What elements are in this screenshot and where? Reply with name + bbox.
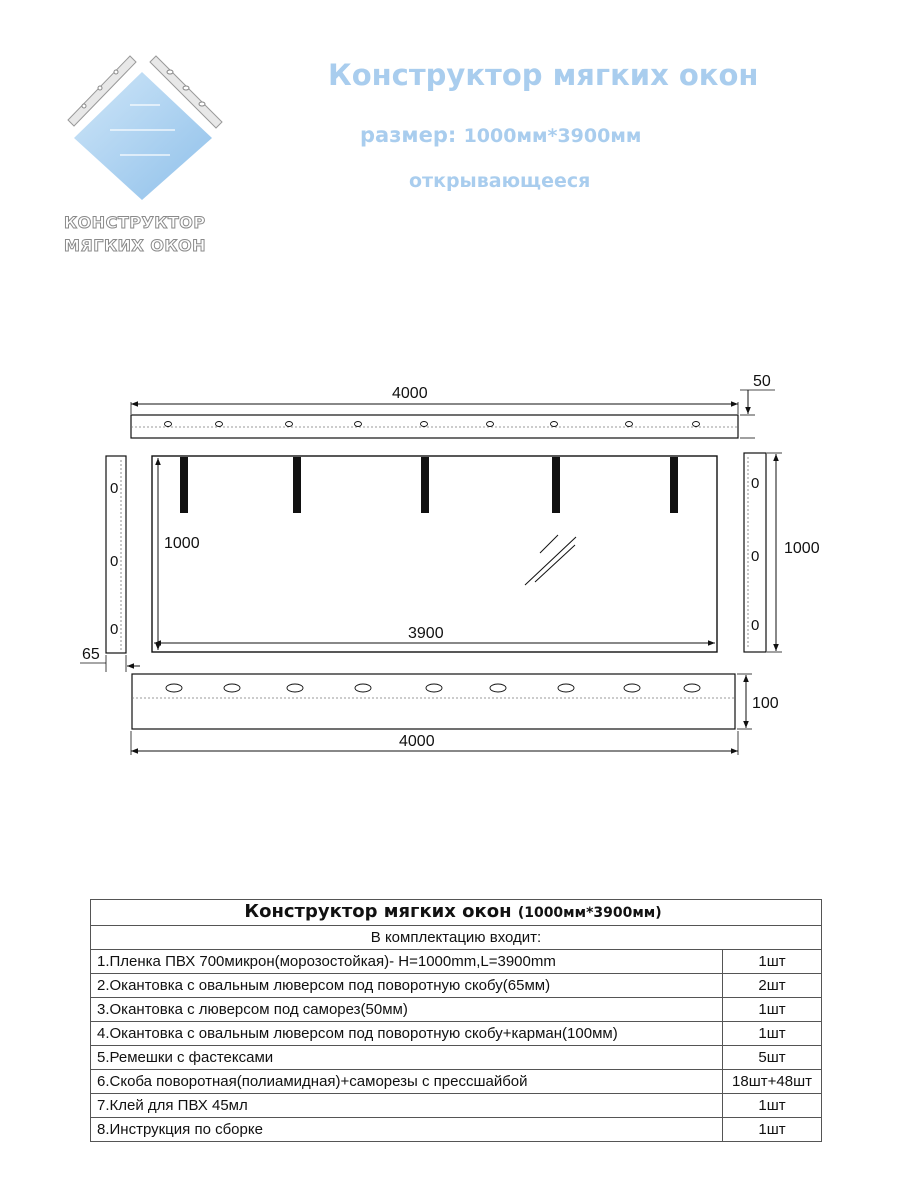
grommet-hole: [551, 422, 558, 427]
table-subtitle: В комплектацию входит:: [91, 926, 822, 950]
table-title-size: (1000мм*3900мм): [517, 905, 662, 921]
oval-grommet: [684, 684, 700, 692]
dim-window-height-text: 1000: [164, 535, 200, 552]
grommet-hole: [216, 422, 223, 427]
size-label: размер:: [360, 123, 457, 147]
left-strip: [106, 456, 126, 653]
right-hole-1: 0: [751, 475, 760, 492]
table-row: [91, 974, 822, 998]
grommet-hole: [421, 422, 428, 427]
dim-top-length-text: 4000: [392, 385, 428, 402]
dim-side-width-text: 65: [82, 646, 100, 663]
oval-grommet: [624, 684, 640, 692]
logo-text-line1: КОНСТРУКТОР: [64, 213, 206, 232]
grommet-hole: [286, 422, 293, 427]
item-name: 8.Инструкция по сборке: [91, 1118, 723, 1142]
table-title: [91, 900, 822, 926]
item-qty: 5шт: [723, 1046, 822, 1070]
item-qty: 18шт+48шт: [723, 1070, 822, 1094]
dim-window-width-text: 3900: [408, 625, 444, 642]
right-strip: [744, 453, 766, 652]
spec-table: [90, 899, 822, 1142]
oval-grommet: [490, 684, 506, 692]
table-row: [91, 998, 822, 1022]
item-name: 4.Окантовка с овальным люверсом под поворотную скобу+карман(100мм): [91, 1022, 723, 1046]
dim-top-width: [740, 373, 775, 438]
right-hole-2: 0: [751, 548, 760, 565]
table-title-row: [91, 900, 822, 926]
logo-text-line2: МЯГКИХ ОКОН: [64, 236, 206, 255]
dim-bottom-width: [737, 674, 779, 729]
item-qty: 2шт: [723, 974, 822, 998]
window-type: открывающееся: [409, 170, 591, 192]
strap-5: [670, 457, 678, 513]
dim-top-length: [131, 385, 738, 414]
oval-grommet: [224, 684, 240, 692]
table-row: [91, 1094, 822, 1118]
table-row: [91, 950, 822, 974]
table-row: [91, 1070, 822, 1094]
dim-right-height: [767, 453, 820, 652]
dim-top-width-text: 50: [753, 373, 771, 390]
dim-bottom-length: [131, 731, 738, 755]
item-qty: 1шт: [723, 1094, 822, 1118]
page-title: Конструктор мягких окон: [328, 58, 759, 92]
grommet-hole: [355, 422, 362, 427]
grommet-hole: [165, 422, 172, 427]
grommet-hole: [693, 422, 700, 427]
item-name: 1.Пленка ПВХ 700микрон(морозостойкая)- H=1000mm,L=3900mm: [91, 950, 723, 974]
item-name: 6.Скоба поворотная(полиамидная)+саморезы с прессшайбой: [91, 1070, 723, 1094]
dim-bottom-width-text: 100: [752, 695, 779, 712]
top-strip: [131, 415, 738, 438]
item-qty: 1шт: [723, 950, 822, 974]
left-hole-3: 0: [110, 621, 119, 638]
strap-2: [293, 457, 301, 513]
grommet-hole: [487, 422, 494, 427]
oval-grommet: [558, 684, 574, 692]
item-name: 3.Окантовка с люверсом под саморез(50мм): [91, 998, 723, 1022]
oval-grommet: [166, 684, 182, 692]
table-title-text: Конструктор мягких окон: [244, 901, 512, 922]
item-qty: 1шт: [723, 1022, 822, 1046]
oval-grommet: [426, 684, 442, 692]
window-film: [152, 456, 717, 652]
oval-grommet: [355, 684, 371, 692]
item-name: 7.Клей для ПВХ 45мл: [91, 1094, 723, 1118]
table-row: [91, 1046, 822, 1070]
item-name: 2.Окантовка с овальным люверсом под поворотную скобу(65мм): [91, 974, 723, 998]
item-qty: 1шт: [723, 1118, 822, 1142]
size-value: 1000мм*3900мм: [463, 125, 642, 147]
table-subtitle-row: [91, 926, 822, 950]
oval-grommet: [287, 684, 303, 692]
item-name: 5.Ремешки с фастексами: [91, 1046, 723, 1070]
left-hole-2: 0: [110, 553, 119, 570]
dim-right-height-text: 1000: [784, 540, 820, 557]
right-hole-3: 0: [751, 617, 760, 634]
bottom-strip: [132, 674, 735, 729]
grommet-hole: [626, 422, 633, 427]
table-row: [91, 1118, 822, 1142]
table-row: [91, 1022, 822, 1046]
strap-4: [552, 457, 560, 513]
left-hole-1: 0: [110, 480, 119, 497]
strap-1: [180, 457, 188, 513]
strap-3: [421, 457, 429, 513]
dim-bottom-length-text: 4000: [399, 733, 435, 750]
item-qty: 1шт: [723, 998, 822, 1022]
